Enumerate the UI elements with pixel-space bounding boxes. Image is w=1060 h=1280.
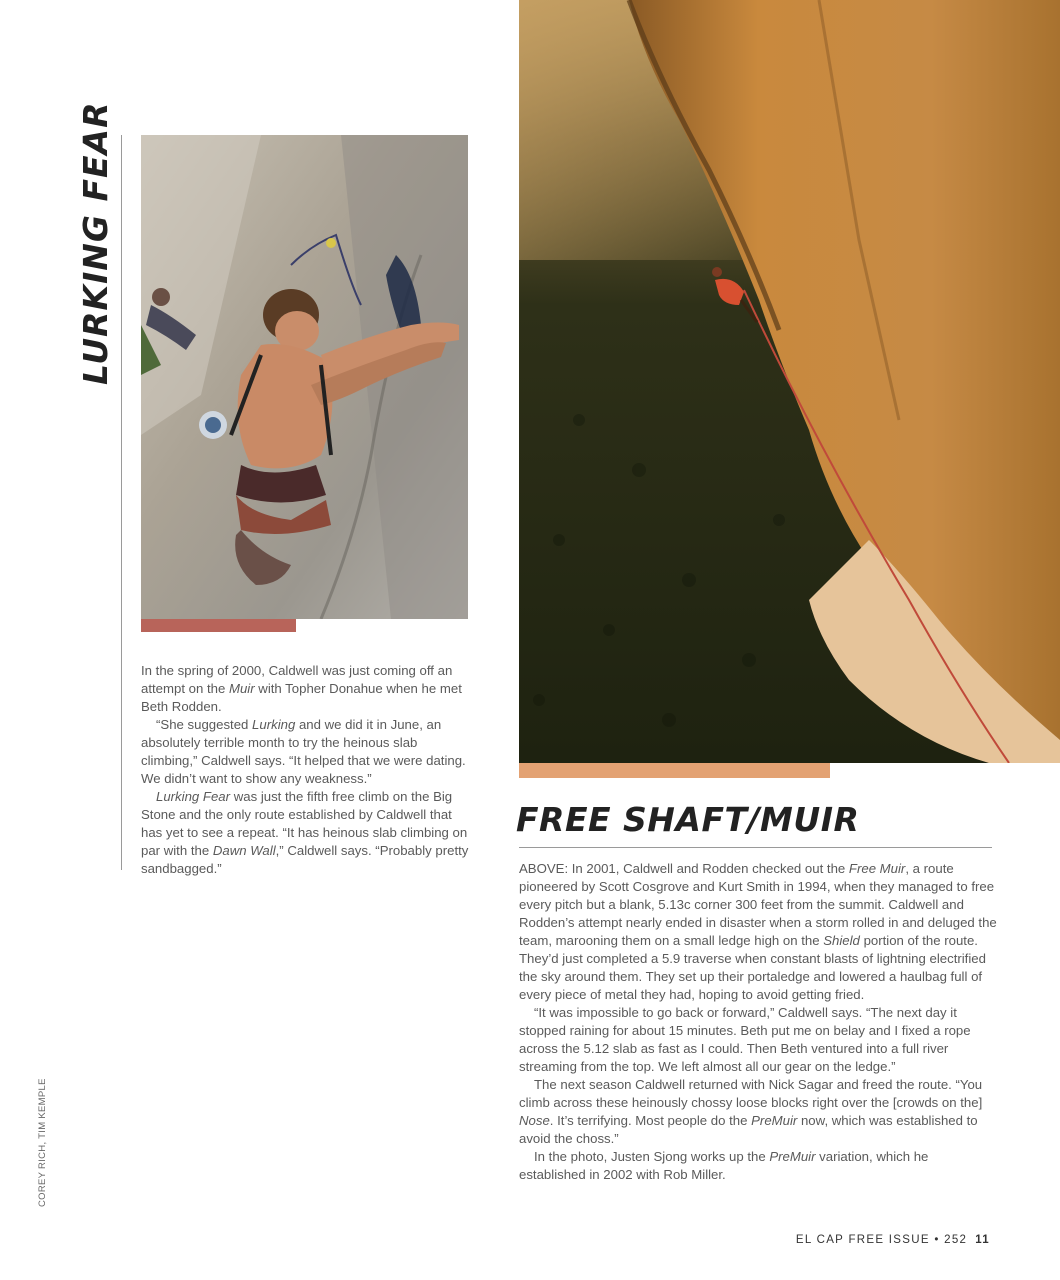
climber-illustration: [141, 135, 468, 619]
page-footer: [750, 1234, 990, 1246]
italic-title: Shield: [823, 933, 860, 948]
issue-label: EL CAP FREE ISSUE • 252: [795, 1234, 968, 1246]
lurking-fear-paragraph: Lurking Fear was just the fifth free climb on the Big Stone and the only route established by Caldwell that has yet to see a repeat. “It has heinous slab climbing on par with the Dawn Wall,” Caldwell says. “Probably pretty sandbagged.”: [141, 789, 469, 876]
italic-title: Lurking: [252, 717, 296, 732]
italic-title: Free Muir: [848, 861, 906, 876]
free-shaft-muir-body-text: [519, 860, 997, 1184]
italic-title: Muir: [228, 681, 255, 696]
lurking-fear-body-text: [141, 662, 471, 878]
photo-lurking-fear-climber: [141, 135, 468, 619]
photo-credit: COREY RICH, TIM KEMPLE: [37, 1078, 48, 1207]
italic-title: PreMuir: [751, 1113, 798, 1128]
italic-title: PreMuir: [769, 1149, 816, 1164]
vertical-divider: [121, 135, 122, 870]
free-shaft-muir-paragraph: The next season Caldwell returned with Nick Sagar and freed the route. “You climb across these heinously chossy loose blocks right over the [crowds on the] Nose. It’s terrifying. Most people do the PreMuir now, which was established to avoid the choss.”: [519, 1077, 983, 1146]
italic-title: Lurking Fear: [156, 789, 231, 804]
section-headline-free-shaft-muir: FREE SHAFT/MUIR: [516, 800, 860, 839]
headline-divider: [519, 847, 992, 848]
photo-el-cap-free-muir: [519, 0, 1060, 763]
italic-title: Dawn Wall: [212, 843, 276, 858]
free-shaft-muir-paragraph: “It was impossible to go back or forward,” Caldwell says. “The next day it stopped raining for about 15 minutes. Beth put me on belay and I fixed a rope across the 5.12 slab as fast as I could. Then Beth ventured into a full river streaming from the top. We left almost all our gear on the ledge.”: [519, 1005, 971, 1074]
el-cap-face-illustration: [519, 0, 1060, 763]
accent-bar-orange: [519, 763, 830, 778]
free-shaft-muir-paragraph: ABOVE: In 2001, Caldwell and Rodden checked out the Free Muir, a route pioneered by Scott Cosgrove and Kurt Smith in 1994, when they managed to free every pitch but a blank, 5.13c corner 300 feet from the summit. Caldwell and Rodden’s attempt nearly ended in disaster when a storm rolled in and deluged the team, marooning them on a small ledge high on the Shield portion of the route. They’d just completed a 5.9 traverse when constant blasts of lightning electrified the sky around them. They set up their portaledge and lowered a haulbag full of every piece of metal they had, hoping to avoid getting fried.: [519, 861, 997, 1002]
lurking-fear-paragraph: “She suggested Lurking and we did it in June, an absolutely terrible month to try the heinous slab climbing,” Caldwell says. “It helped that we were dating. We didn’t want to show any weakness.”: [141, 717, 466, 786]
accent-bar-red: [141, 619, 296, 632]
section-headline-lurking-fear: LURKING FEAR: [76, 101, 115, 385]
lurking-fear-paragraph: In the spring of 2000, Caldwell was just coming off an attempt on the Muir with Topher Donahue when he met Beth Rodden.: [141, 663, 462, 714]
free-shaft-muir-paragraph: In the photo, Justen Sjong works up the PreMuir variation, which he established in 2002 with Rob Miller.: [519, 1149, 929, 1182]
page-number: 11: [975, 1234, 990, 1246]
italic-title: Nose: [519, 1113, 550, 1128]
